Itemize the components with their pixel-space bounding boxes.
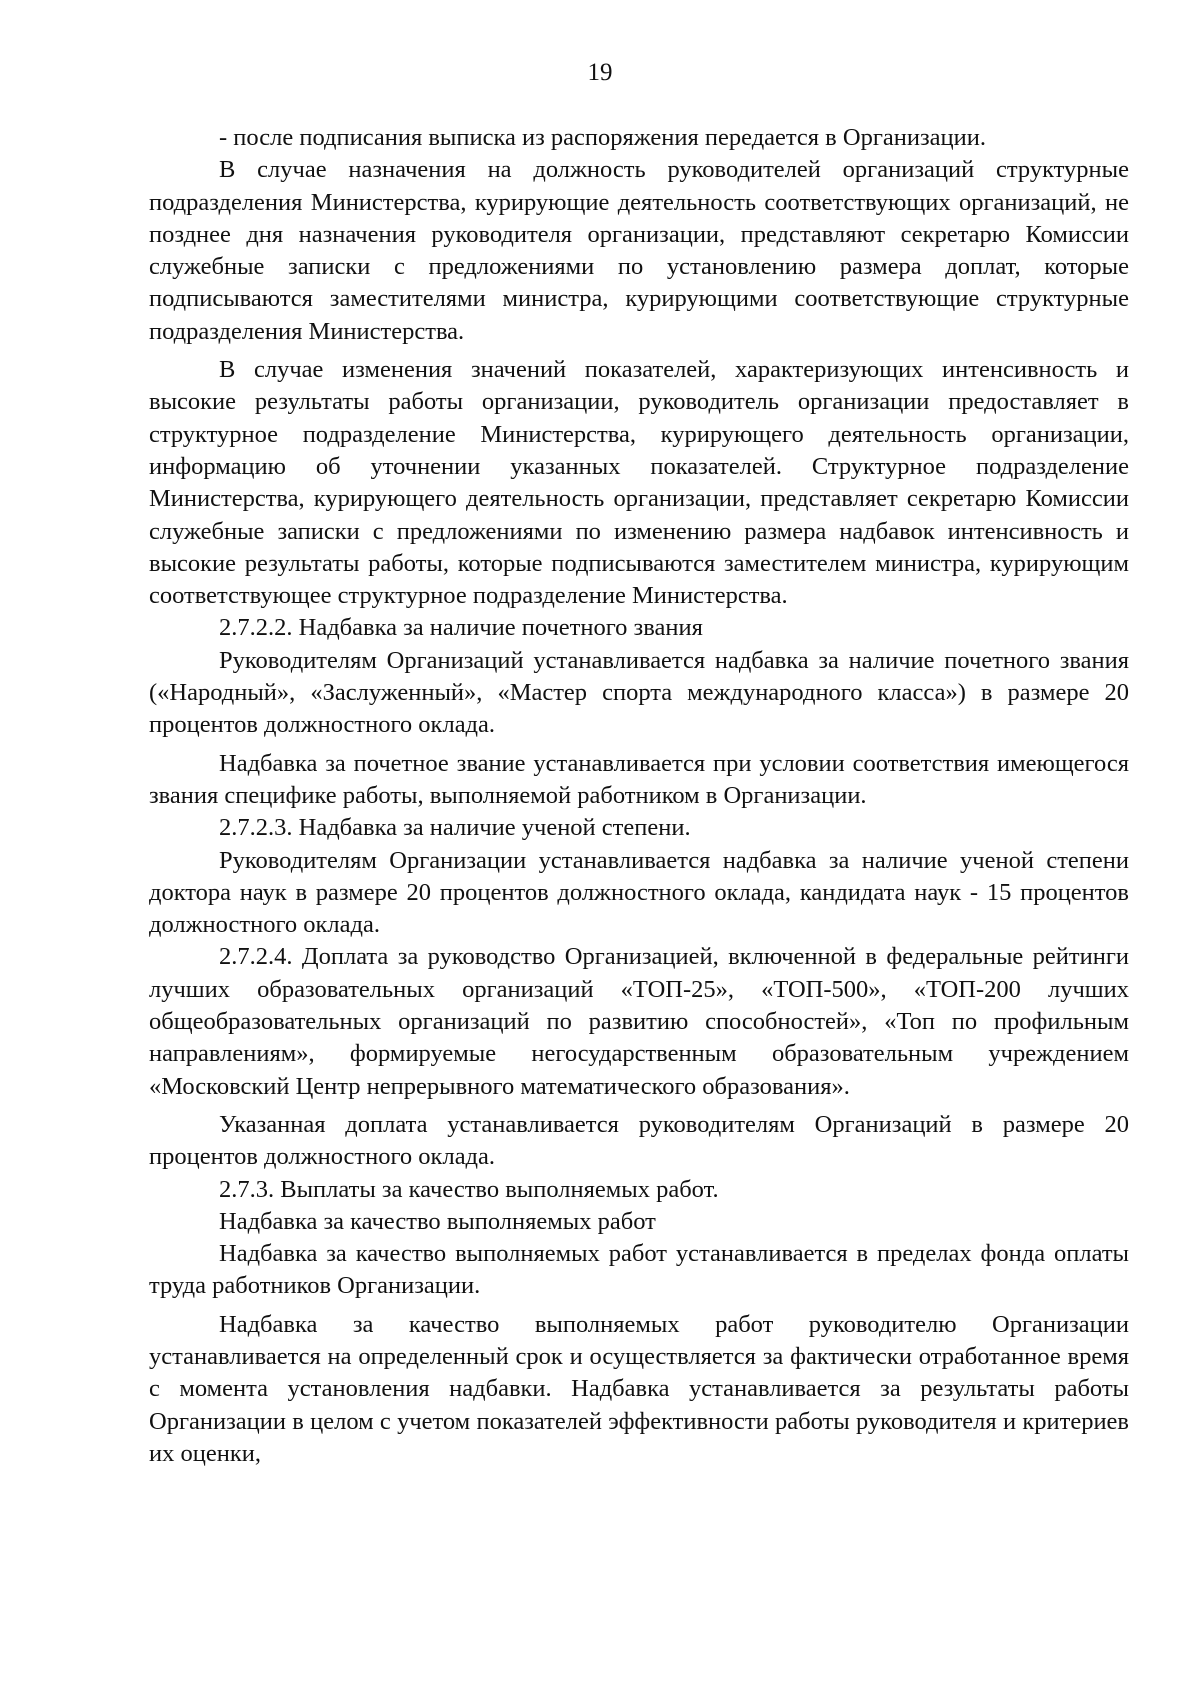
paragraph: В случае назначения на должность руководителей организаций структурные подразделения Министерства, курирующие деятельность соответствующих организаций, не позднее дня назначения руководителя организации, представляют секретарю Комиссии служебные записки с предложениями по установлению размера доплат, которые подписываются заместителями министра, курирующими соответствующие структурные подразделения Министерства.	[149, 156, 1129, 345]
section-heading: 2.7.2.3. Надбавка за наличие ученой степени.	[219, 814, 691, 842]
paragraph: Указанная доплата устанавливается руководителям Организаций в размере 20 процентов должностного оклада.	[149, 1110, 1129, 1171]
paragraph: Надбавка за качество выполняемых работ устанавливается в пределах фонда оплаты труда работников Организации.	[149, 1240, 1129, 1300]
paragraph: Надбавка за почетное звание устанавливается при условии соответствия имеющегося звания специфике работы, выполняемой работником в Организации.	[149, 749, 1129, 809]
section-heading: 2.7.3. Выплаты за качество выполняемых работ.	[219, 1175, 719, 1203]
section-heading: 2.7.2.4. Доплата за руководство Организацией, включенной в федеральные рейтинги лучших образовательных организаций «ТОП-25», «ТОП-500», «ТОП-200 лучших общеобразовательных организаций по развитию способностей», «Топ по профильным направлениям», формируемые негосударственным образовательным учреждением «Московский Центр непрерывного математического образования».	[149, 943, 1129, 1100]
section-heading: 2.7.2.2. Надбавка за наличие почетного звания	[219, 614, 703, 642]
page-number: 19	[587, 59, 613, 86]
paragraph: - после подписания выписка из распоряжения передается в Организации.	[219, 124, 986, 151]
paragraph: Надбавка за качество выполняемых работ руководителю Организации устанавливается на определенный срок и осуществляется за фактически отработанное время с момента установления надбавки. Надбавка устанавливается за результаты работы Организации в целом с учетом показателей эффективности работы руководителя и критериев их оценки,	[149, 1310, 1129, 1467]
paragraph: Руководителям Организации устанавливается надбавка за наличие ученой степени доктора наук в размере 20 процентов должностного оклада, кандидата наук - 15 процентов должностного оклада.	[149, 846, 1129, 939]
document-body	[149, 122, 1129, 1470]
paragraph: Руководителям Организаций устанавливается надбавка за наличие почетного звания («Народный», «Заслуженный», «Мастер спорта международного класса») в размере 20 процентов должностного оклада.	[149, 646, 1129, 739]
paragraph: В случае изменения значений показателей, характеризующих интенсивность и высокие результаты работы организации, руководитель организации предоставляет в структурное подразделение Министерства, курирующего деятельность организации, информацию об уточнении указанных показателей. Структурное подразделение Министерства, курирующего деятельность организации, представляет секретарю Комиссии служебные записки с предложениями по изменению размера надбавок интенсивность и высокие результаты работы, которые подписываются заместителем министра, курирующим соответствующее структурное подразделение Министерства.	[149, 356, 1129, 610]
subsection-heading: Надбавка за качество выполняемых работ	[219, 1207, 656, 1235]
